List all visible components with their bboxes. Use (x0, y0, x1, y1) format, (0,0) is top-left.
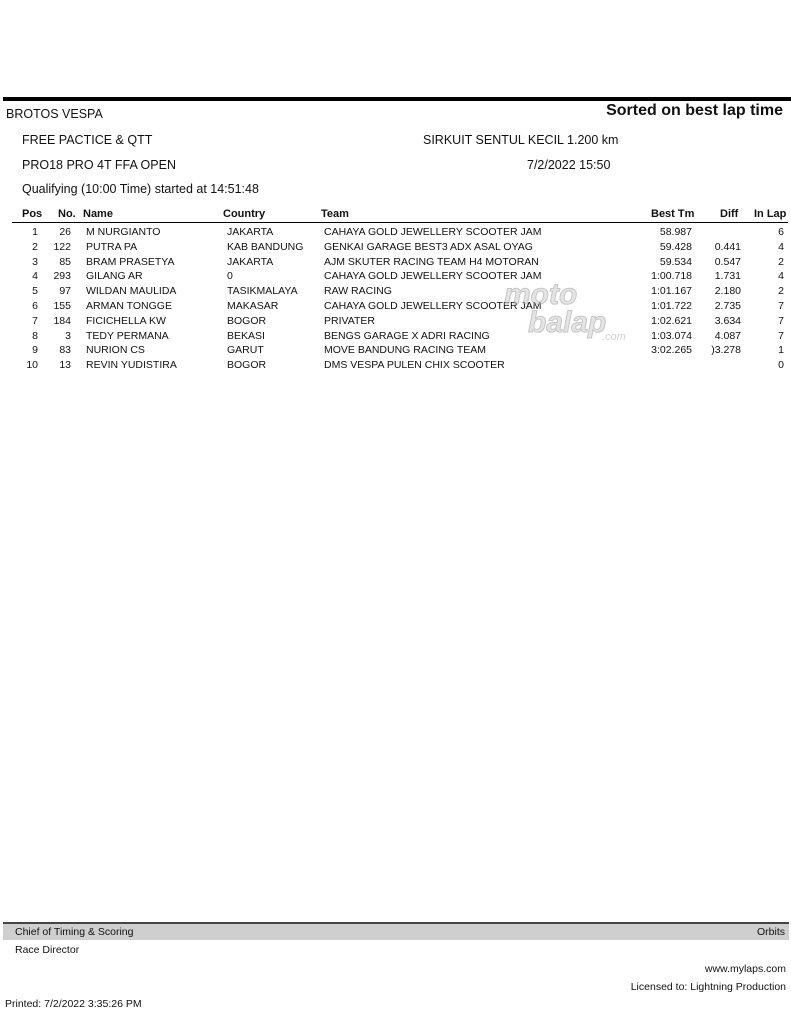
cell-country: JAKARTA (227, 226, 274, 238)
col-in-lap: In Lap (754, 208, 787, 220)
cell-best: 3:02.265 (651, 344, 692, 357)
table-row (0, 270, 791, 285)
circuit-name: SIRKUIT SENTUL KECIL 1.200 km (423, 133, 619, 147)
cell-name: TEDY PERMANA (86, 329, 169, 342)
top-rule (3, 97, 791, 101)
cell-name: NURION CS (86, 344, 145, 357)
cell-country: GARUT (227, 344, 264, 357)
cell-country: MAKASAR (227, 300, 279, 312)
cell-name: GILANG AR (86, 270, 143, 283)
cell-no: 26 (59, 226, 71, 238)
cell-inlap: 2 (778, 285, 784, 298)
cell-best: 1:00.718 (651, 270, 692, 283)
cell-pos: 4 (32, 270, 38, 283)
cell-team: BENGS GARAGE X ADRI RACING (324, 329, 490, 342)
cell-inlap: 7 (778, 314, 784, 327)
cell-pos: 9 (32, 344, 38, 357)
cell-pos: 3 (32, 255, 38, 268)
col-team: Team (321, 208, 349, 220)
cell-best: 1:01.722 (651, 300, 692, 312)
cell-team: GENKAI GARAGE BEST3 ADX ASAL OYAG (324, 240, 533, 253)
cell-name: M NURGIANTO (86, 226, 161, 238)
cell-name: WILDAN MAULIDA (86, 285, 177, 298)
header-rule (12, 222, 788, 223)
cell-country: BOGOR (227, 314, 267, 327)
cell-inlap: 0 (778, 359, 784, 372)
cell-no: 3 (65, 329, 71, 342)
col-pos: Pos (22, 208, 43, 220)
cell-no: 122 (53, 240, 71, 253)
watermark-line1: moto (504, 278, 578, 311)
cell-no: 97 (59, 285, 71, 298)
cell-country: 0 (227, 270, 233, 283)
session-name: FREE PACTICE & QTT (22, 133, 153, 147)
table-row (0, 315, 791, 330)
cell-inlap: 4 (778, 270, 784, 283)
col-name: Name (83, 208, 113, 220)
cell-diff: 0.441 (714, 240, 741, 253)
cell-pos: 10 (26, 359, 38, 372)
col-country: Country (223, 208, 266, 220)
cell-pos: 6 (32, 300, 38, 312)
cell-inlap: 4 (778, 240, 784, 253)
cell-diff: 3.634 (714, 314, 741, 327)
cell-country: TASIKMALAYA (227, 285, 298, 298)
cell-inlap: 1 (778, 344, 784, 357)
cell-team: AJM SKUTER RACING TEAM H4 MOTORAN (324, 255, 539, 268)
event-title: BROTOS VESPA (6, 107, 103, 121)
class-name: PRO18 PRO 4T FFA OPEN (22, 158, 176, 172)
cell-no: 83 (59, 344, 71, 357)
race-director-label: Race Director (15, 944, 80, 956)
cell-no: 184 (53, 314, 71, 327)
cell-best: 59.534 (659, 255, 692, 268)
cell-best: 1:03.074 (651, 329, 692, 342)
cell-team: CAHAYA GOLD JEWELLERY SCOOTER JAM (324, 226, 542, 238)
cell-pos: 2 (32, 240, 38, 253)
cell-pos: 8 (32, 329, 38, 342)
cell-country: BOGOR (227, 359, 267, 372)
cell-no: 293 (53, 270, 71, 283)
printed-timestamp: Printed: 7/2/2022 3:35:26 PM (5, 998, 142, 1010)
cell-team: CAHAYA GOLD JEWELLERY SCOOTER JAM (324, 270, 542, 283)
sort-label: Sorted on best lap time (606, 102, 783, 119)
cell-diff: 2.735 (714, 300, 741, 312)
cell-inlap: 7 (778, 329, 784, 342)
table-row (0, 344, 791, 359)
cell-pos: 5 (32, 285, 38, 298)
watermark-suffix: .com (602, 331, 626, 343)
cell-diff: 0.547 (714, 255, 741, 268)
cell-best: 1:01.167 (651, 285, 692, 298)
report-datetime: 7/2/2022 15:50 (527, 158, 611, 172)
cell-team: MOVE BANDUNG RACING TEAM (324, 344, 486, 357)
chief-label: Chief of Timing & Scoring (15, 926, 134, 938)
cell-diff: 4.087 (714, 329, 741, 342)
cell-diff: )3.278 (711, 344, 741, 357)
cell-diff: 2.180 (714, 285, 741, 298)
watermark-line2: balap (528, 306, 607, 339)
cell-inlap: 6 (778, 226, 784, 238)
col-no: No. (58, 208, 76, 220)
table-row (0, 285, 791, 300)
qualifying-info: Qualifying (10:00 Time) started at 14:51:48 (22, 182, 259, 196)
motobalap-watermark (498, 272, 643, 344)
col-best-time: Best Tm (651, 208, 695, 220)
cell-country: BEKASI (227, 329, 265, 342)
website-link[interactable]: www.mylaps.com (704, 963, 786, 975)
cell-name: ARMAN TONGGE (86, 300, 172, 312)
licensed-to: Licensed to: Lightning Production (630, 981, 786, 993)
cell-team: PRIVATER (324, 314, 375, 327)
cell-no: 85 (59, 255, 71, 268)
table-row (0, 300, 791, 315)
cell-name: FICICHELLA KW (86, 314, 166, 327)
cell-name: BRAM PRASETYA (86, 255, 175, 268)
table-row (0, 241, 791, 256)
cell-best: 59.428 (659, 240, 692, 253)
cell-pos: 7 (32, 314, 38, 327)
cell-no: 155 (53, 300, 71, 312)
col-diff: Diff (720, 208, 739, 220)
cell-name: REVIN YUDISTIRA (86, 359, 177, 372)
cell-inlap: 7 (778, 300, 784, 312)
orbits-label: Orbits (756, 926, 785, 938)
cell-country: JAKARTA (227, 255, 274, 268)
cell-team: RAW RACING (324, 285, 392, 298)
footer-bar (3, 922, 789, 940)
cell-pos: 1 (32, 226, 38, 238)
cell-diff: 1.731 (714, 270, 741, 283)
cell-inlap: 2 (778, 255, 784, 268)
cell-best: 1:02.621 (651, 314, 692, 327)
cell-country: KAB BANDUNG (227, 240, 304, 253)
cell-no: 13 (59, 359, 71, 372)
table-row (0, 359, 791, 374)
cell-team: DMS VESPA PULEN CHIX SCOOTER (324, 359, 505, 372)
table-row (0, 330, 791, 345)
table-row (0, 226, 791, 241)
table-row (0, 256, 791, 271)
cell-best: 58.987 (659, 226, 692, 238)
cell-team: CAHAYA GOLD JEWELLERY SCOOTER JAM (324, 300, 542, 312)
cell-name: PUTRA PA (86, 240, 138, 253)
